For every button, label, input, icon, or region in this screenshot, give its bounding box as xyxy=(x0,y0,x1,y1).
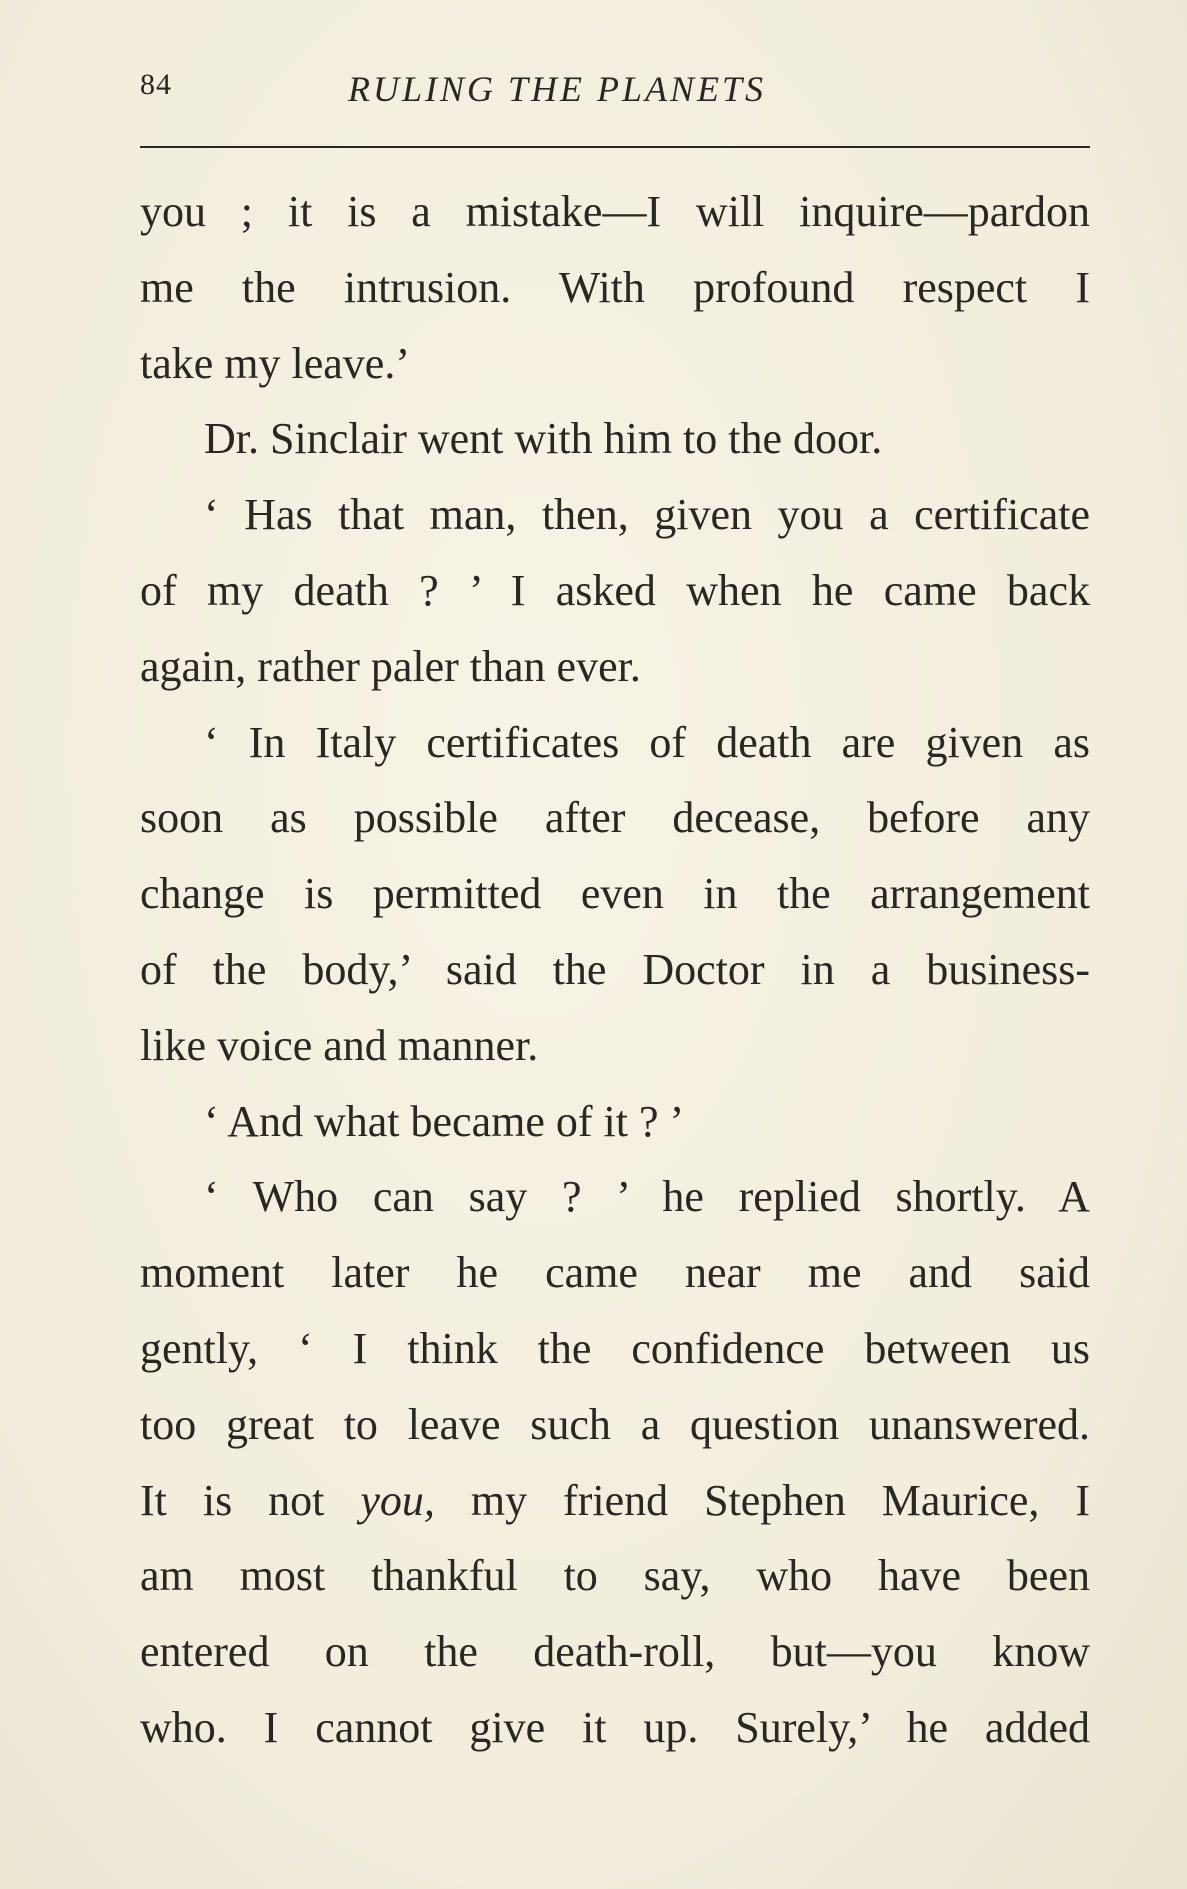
text-line xyxy=(140,1463,1090,1539)
header-rule xyxy=(140,146,1090,148)
page-header xyxy=(140,68,1090,118)
text-line: am most thankful to say, who have been xyxy=(140,1551,1090,1601)
text-line: who. I cannot give it up. Surely,’ he added xyxy=(140,1702,1090,1752)
text-line: of the body,’ said the Doctor in a business- xyxy=(140,944,1090,994)
text-line: again, rather paler than ever. xyxy=(140,641,641,691)
text-line: like voice and manner. xyxy=(140,1020,539,1070)
running-head: RULING THE PLANETS xyxy=(348,69,767,109)
text-line: of my death ? ’ I asked when he came back xyxy=(140,565,1090,615)
text-line: change is permitted even in the arrangement xyxy=(140,869,1090,919)
text-segment: It is not xyxy=(140,1475,325,1525)
body-text xyxy=(140,174,1090,1766)
text-line: too great to leave such a question unanswered. xyxy=(140,1399,1090,1449)
text-segment: my friend Stephen Maurice, I xyxy=(470,1475,1090,1525)
text-line: take my leave.’ xyxy=(140,338,410,388)
text-line: me the intrusion. With profound respect I xyxy=(140,262,1090,312)
text-line: Dr. Sinclair went with him to the door. xyxy=(204,414,883,464)
text-line: moment later he came near me and said xyxy=(140,1248,1090,1298)
text-line: soon as possible after decease, before any xyxy=(140,793,1090,843)
text-line: ‘ In Italy certificates of death are given as xyxy=(204,717,1090,767)
page-number: 84 xyxy=(140,68,172,101)
text-line: you ; it is a mistake—I will inquire—pardon xyxy=(140,187,1090,236)
text-line: ‘ Has that man, then, given you a certificate xyxy=(204,490,1090,540)
emphasis-you: you, xyxy=(360,1475,435,1525)
text-line: ‘ Who can say ? ’ he replied shortly. A xyxy=(204,1172,1090,1222)
text-line: gently, ‘ I think the confidence between us xyxy=(140,1323,1090,1373)
text-line: ‘ And what became of it ? ’ xyxy=(204,1096,685,1146)
text-line: entered on the death-roll, but—you know xyxy=(140,1627,1090,1677)
